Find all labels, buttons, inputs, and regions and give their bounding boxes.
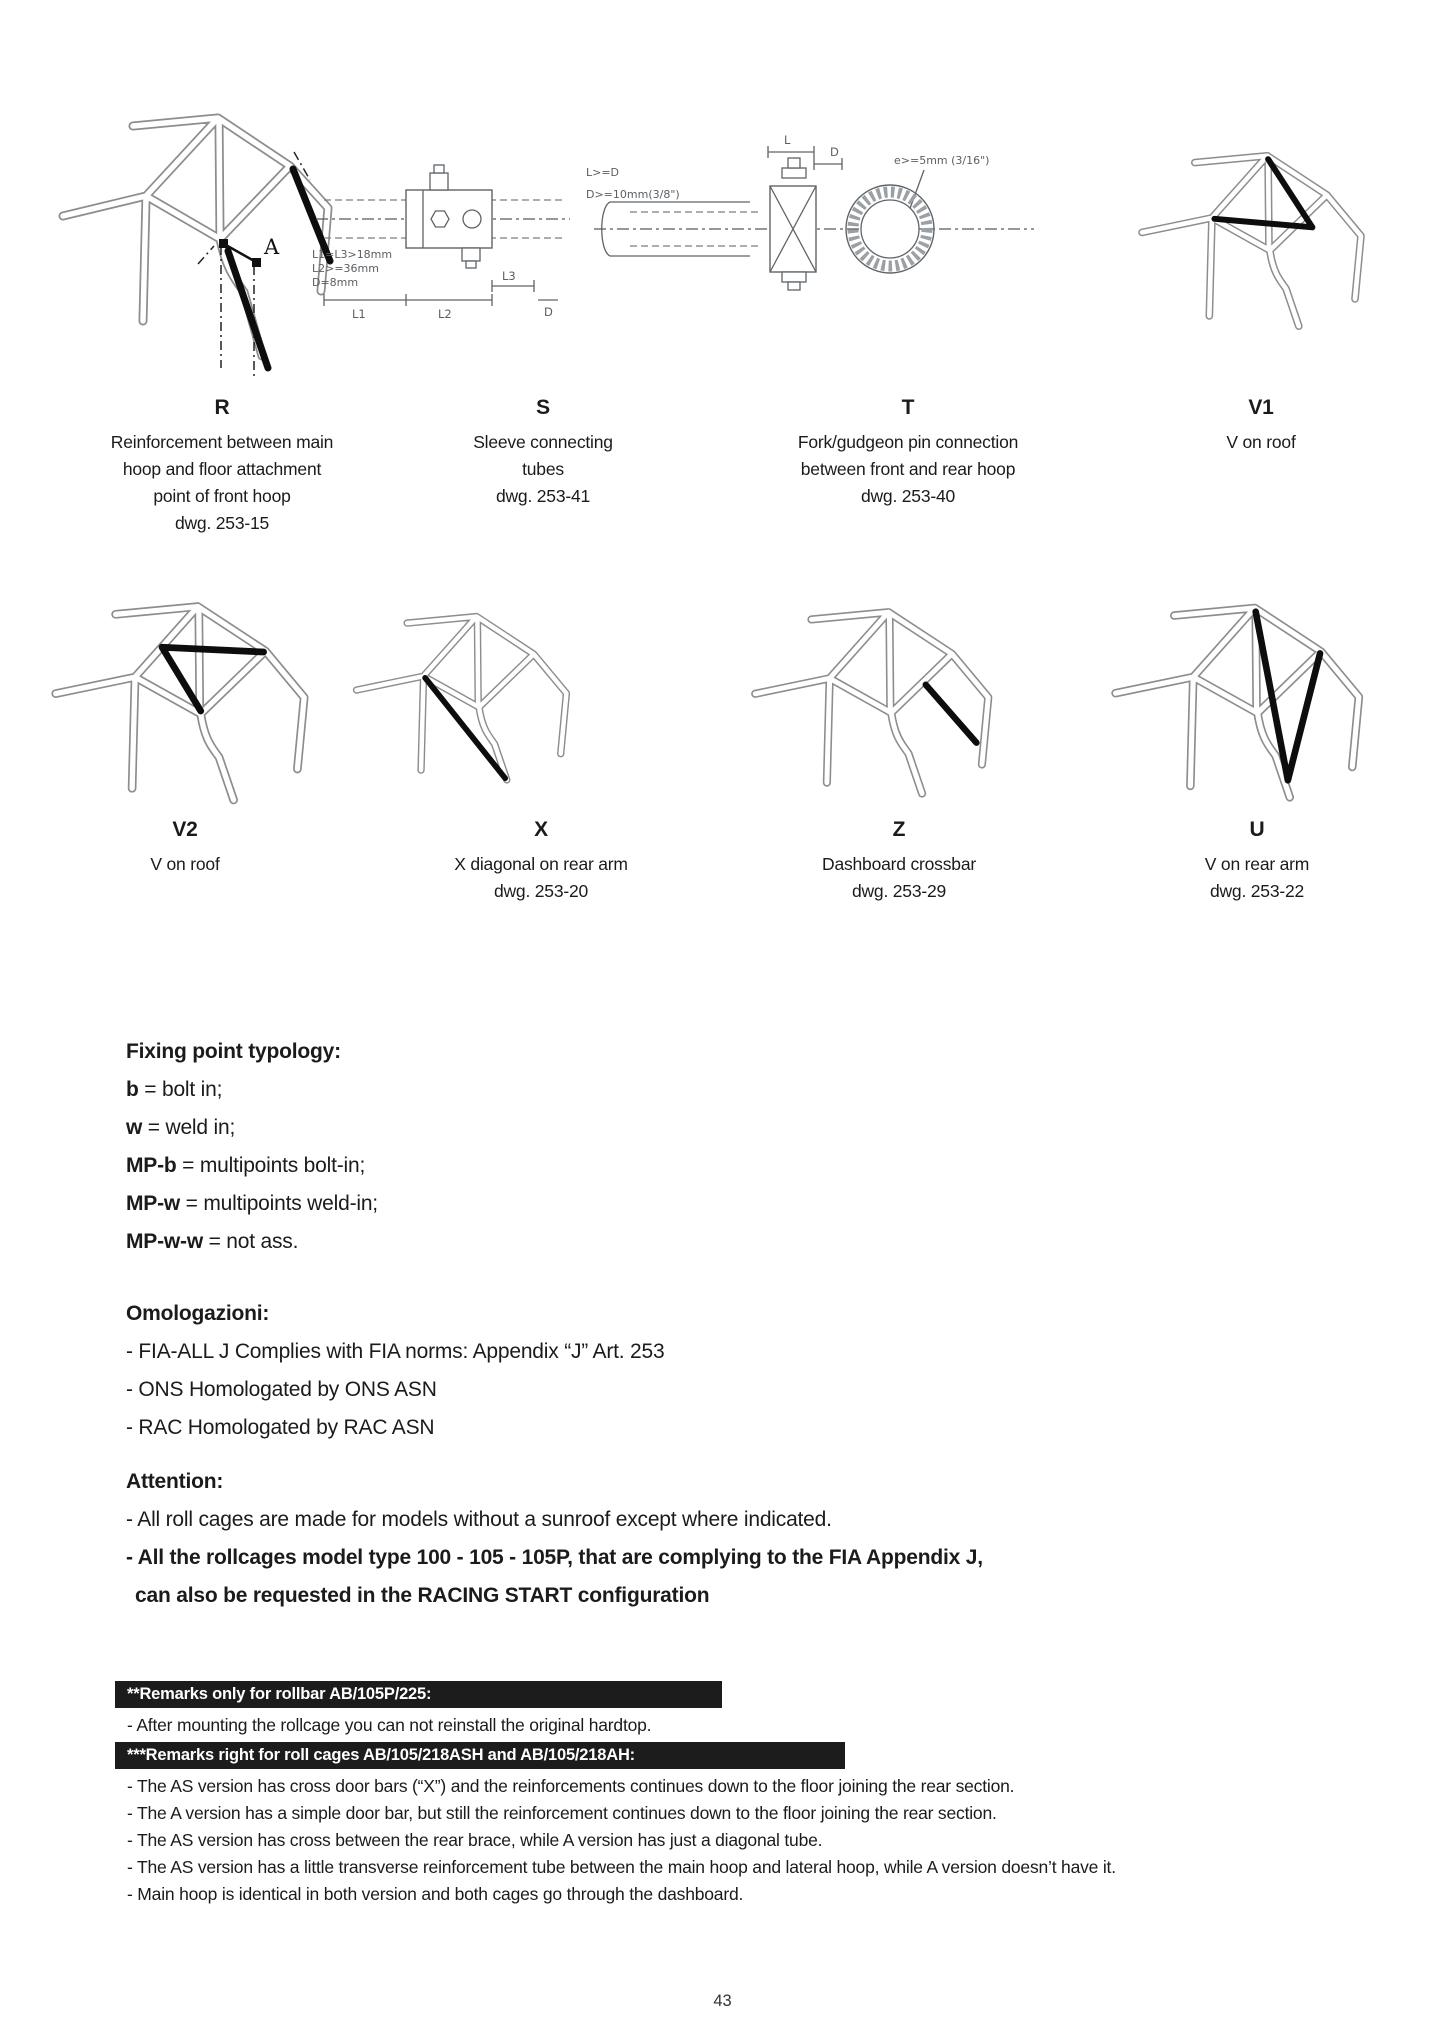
- point-a-label: A: [264, 235, 280, 259]
- homologation-line: - ONS Homologated by ONS ASN: [126, 1378, 437, 1401]
- caption-line: V on roof: [150, 854, 220, 874]
- caption-line: dwg. 253-20: [493, 881, 589, 901]
- section-homologations: [126, 1295, 665, 1447]
- remark-line: - After mounting the rollcage you can not reinstall the original hardtop.: [127, 1715, 652, 1735]
- caption-line: point of front hoop: [153, 486, 291, 506]
- caption-line: tubes: [522, 459, 564, 479]
- point-a-marker: [252, 258, 261, 267]
- caption-line: Dashboard crossbar: [822, 854, 976, 874]
- diagram-letter-v2: V2: [172, 818, 198, 841]
- page-number: 43: [713, 1992, 732, 2010]
- cage-diagram-v2: [48, 566, 338, 827]
- homologation-line: - FIA-ALL J Complies with FIA norms: Appendix “J” Art. 253: [126, 1340, 665, 1363]
- attention-heading: Attention:: [126, 1470, 224, 1493]
- remarks1-header-bar: [115, 1681, 722, 1708]
- caption-line: dwg. 253-41: [495, 486, 591, 506]
- remarks2-list: [127, 1773, 1116, 1908]
- dim-l-label: L: [784, 133, 791, 147]
- section-attention: [126, 1463, 983, 1615]
- remarks1-header-text: **Remarks only for rollbar AB/105P/225:: [127, 1685, 432, 1703]
- caption-v2: [15, 818, 355, 878]
- sleeve-diagram-s: [310, 148, 578, 326]
- caption-r: [52, 396, 392, 537]
- diagram-letter-s: S: [536, 396, 550, 419]
- dim-l2-label: L2: [438, 307, 452, 321]
- fixing-item: MP-b = multipoints bolt-in;: [126, 1154, 366, 1177]
- caption-line: between front and rear hoop: [800, 459, 1016, 479]
- remark-line: - The AS version has cross between the rear brace, while A version has just a diagonal tube.: [127, 1830, 823, 1850]
- diagram-letter-t: T: [901, 396, 915, 419]
- caption-line: Fork/gudgeon pin connection: [797, 432, 1019, 452]
- fork-diagram-t: [572, 126, 1057, 308]
- remarks2-header-bar: [115, 1742, 845, 1769]
- joint-marker: [219, 239, 228, 248]
- caption-x: [371, 818, 711, 905]
- caption-line: Sleeve connecting: [473, 432, 613, 452]
- caption-line: dwg. 253-40: [860, 486, 956, 506]
- sleeve-note-1: L1=L3>18mm: [312, 248, 393, 261]
- cage-diagram-v1: [1135, 120, 1391, 350]
- caption-line: hoop and floor attachment: [122, 459, 322, 479]
- fixing-item: b = bolt in;: [126, 1078, 223, 1101]
- fixing-heading: Fixing point typology:: [126, 1040, 341, 1063]
- attention-line: - All roll cages are made for models without a sunroof except where indicated.: [126, 1508, 832, 1531]
- attention-line-bold: - All the rollcages model type 100 - 105 - 105P, that are complying to the FIA Appendix J,: [126, 1546, 983, 1569]
- remark-line: - The AS version has cross door bars (“X”) and the reinforcements continues down to the floor joining the rear section.: [127, 1776, 1015, 1796]
- diagram-letter-x: X: [534, 818, 548, 841]
- caption-v1: [1091, 396, 1431, 456]
- fork-note-1: L>=D: [586, 166, 620, 179]
- cage-diagram-z: [748, 574, 1020, 819]
- fixing-item: MP-w = multipoints weld-in;: [126, 1192, 378, 1215]
- fixing-item: w = weld in;: [126, 1116, 236, 1139]
- diagram-letter-r: R: [214, 396, 230, 419]
- fixing-item: MP-w-w = not ass.: [126, 1230, 299, 1253]
- caption-s: [373, 396, 713, 510]
- diagram-letter-u: U: [1249, 818, 1265, 841]
- caption-line: Reinforcement between main: [110, 432, 334, 452]
- remark-line: - The AS version has a little transverse reinforcement tube between the main hoop and lateral hoop, while A version doesn’t have it.: [127, 1857, 1116, 1877]
- attention-line-bold: can also be requested in the RACING START configuration: [135, 1584, 710, 1607]
- caption-u: [1087, 818, 1427, 905]
- homologation-line: - RAC Homologated by RAC ASN: [126, 1416, 435, 1439]
- cage-diagram-u: [1108, 568, 1392, 824]
- caption-t: [738, 396, 1078, 510]
- dim-d-label: D: [830, 145, 839, 159]
- fork-note-3: e>=5mm (3/16"): [894, 154, 990, 167]
- caption-line: dwg. 253-29: [851, 881, 947, 901]
- sleeve-note-2: L2>=36mm: [312, 262, 379, 275]
- section-fixing-typology: [126, 1033, 378, 1261]
- sleeve-note-3: D=8mm: [312, 276, 359, 289]
- dim-d-label: D: [544, 305, 553, 319]
- diagram-letter-v1: V1: [1248, 396, 1274, 419]
- caption-line: V on rear arm: [1204, 854, 1310, 874]
- homologations-heading: Omologazioni:: [126, 1302, 270, 1325]
- caption-line: X diagonal on rear arm: [454, 854, 628, 874]
- remark-line: - The A version has a simple door bar, but still the reinforcement continues down to the floor joining the rear section.: [127, 1803, 997, 1823]
- remarks1-list: [127, 1712, 651, 1739]
- dim-l1-label: L1: [352, 307, 366, 321]
- fork-note-2: D>=10mm(3/8"): [586, 188, 680, 201]
- remark-line: - Main hoop is identical in both version and both cages go through the dashboard.: [127, 1884, 744, 1904]
- caption-z: [729, 818, 1069, 905]
- cage-diagram-x: [350, 582, 595, 803]
- caption-line: V on roof: [1226, 432, 1296, 452]
- dim-l3-label: L3: [502, 269, 516, 283]
- remarks2-header-text: ***Remarks right for roll cages AB/105/218ASH and AB/105/218AH:: [127, 1746, 635, 1764]
- caption-line: dwg. 253-15: [174, 513, 270, 533]
- diagram-letter-z: Z: [892, 818, 906, 841]
- caption-line: dwg. 253-22: [1209, 881, 1305, 901]
